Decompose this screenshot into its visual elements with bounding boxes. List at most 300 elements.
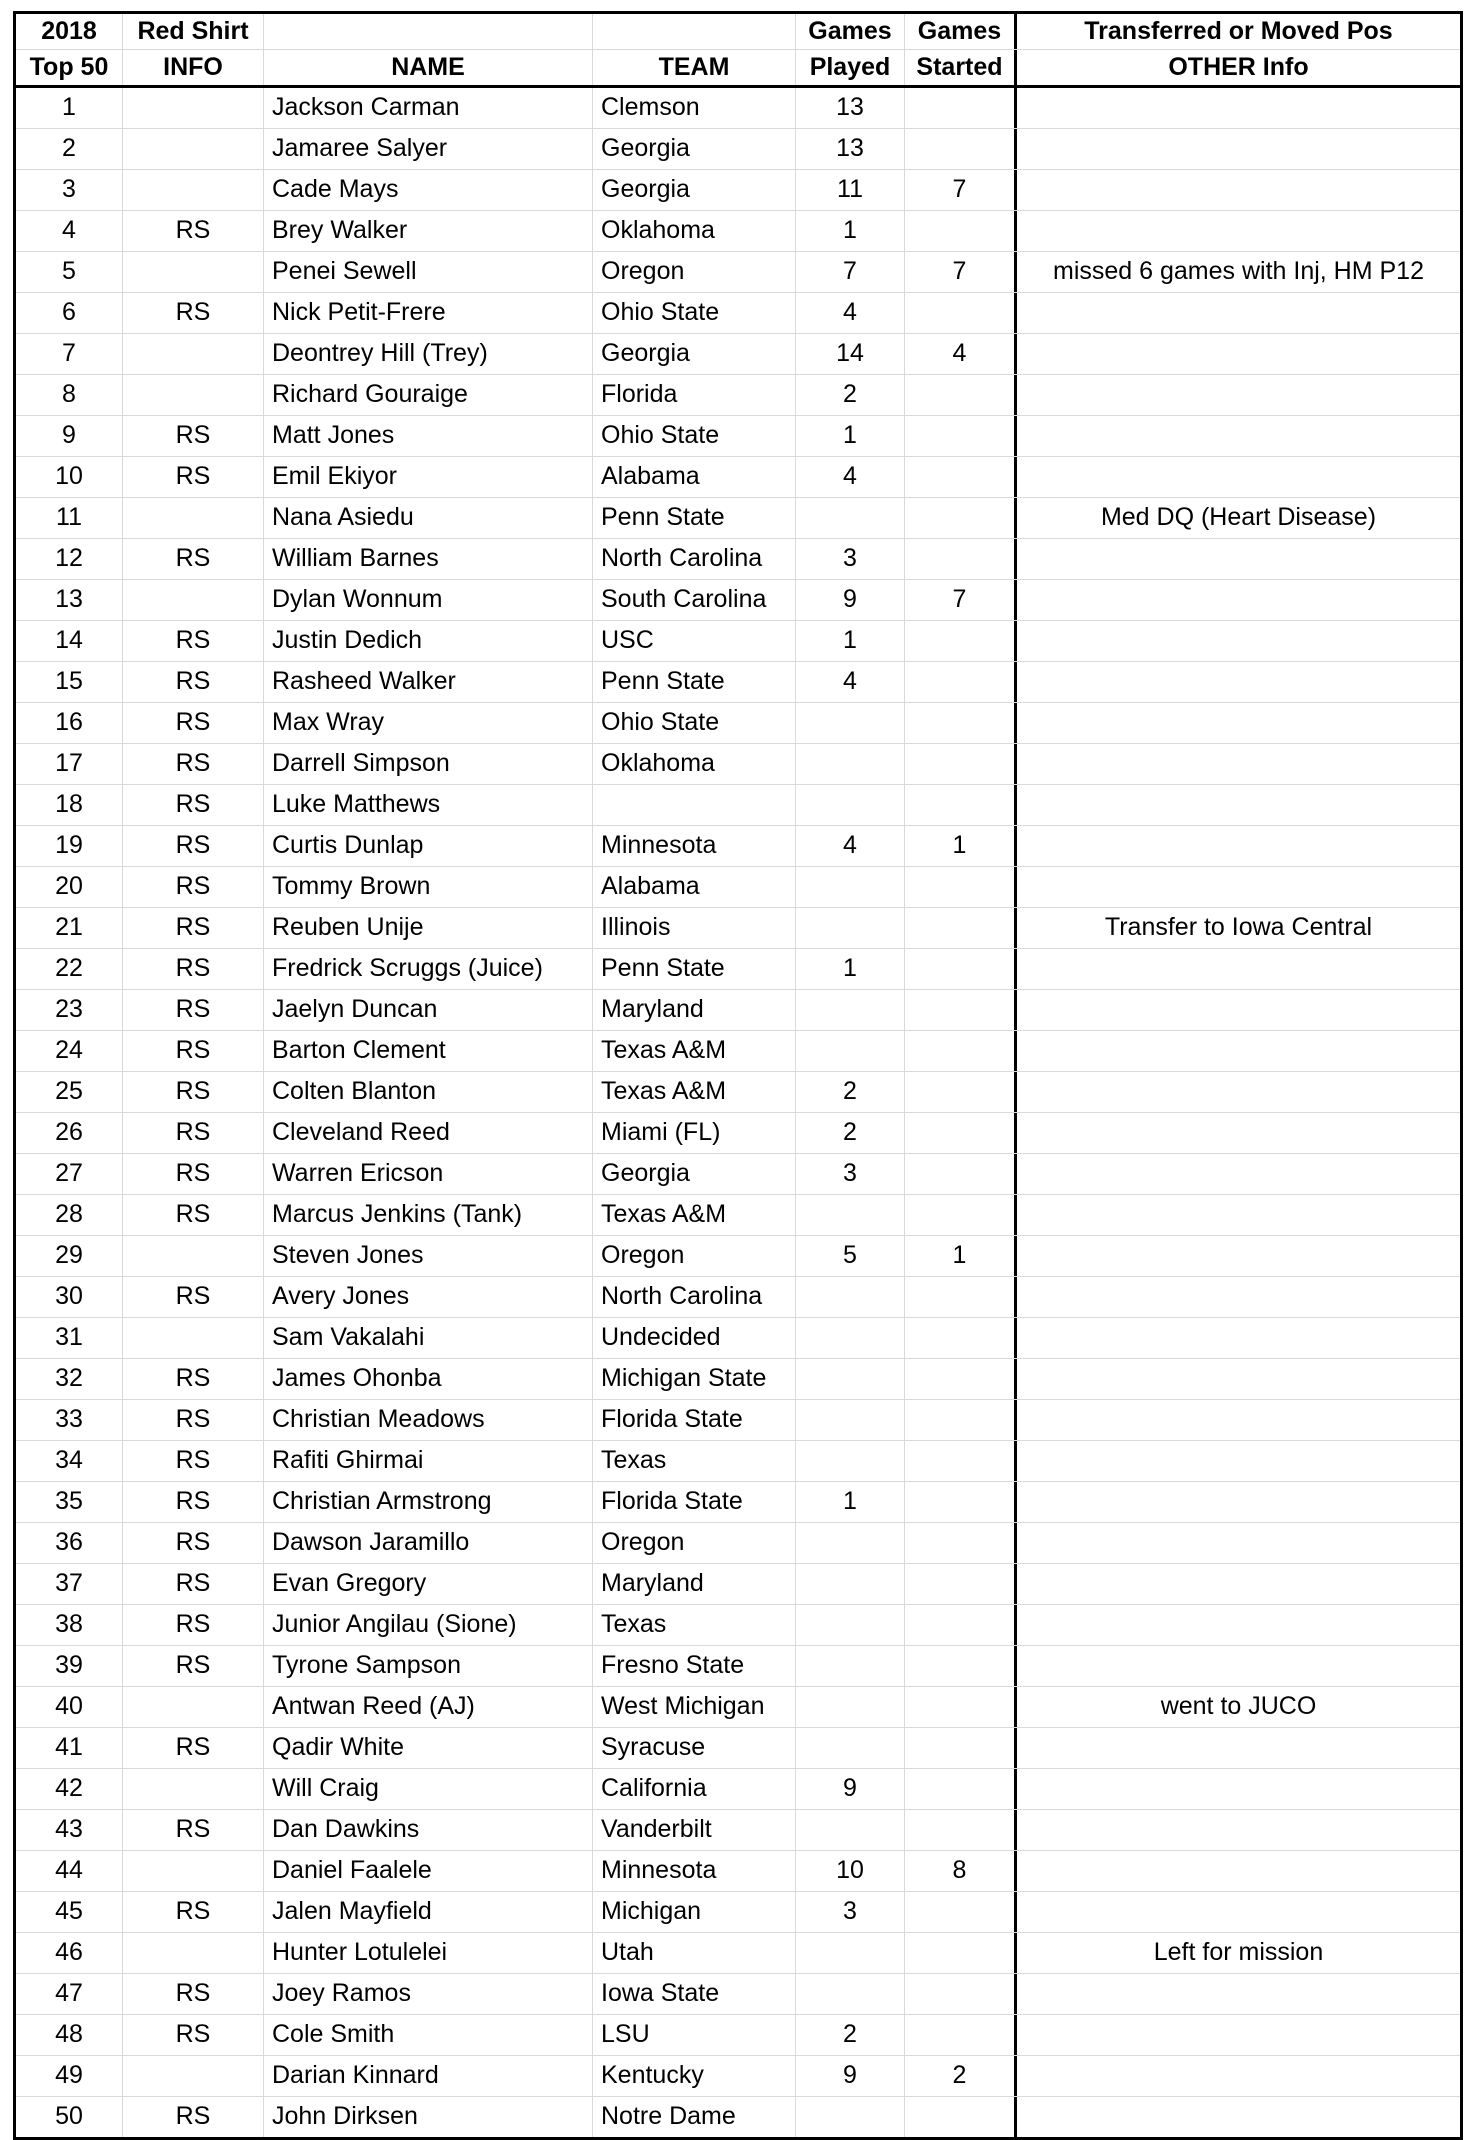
- rank-cell: 25: [16, 1072, 123, 1112]
- team-cell: Oregon: [593, 252, 796, 292]
- games-started-cell: [905, 1400, 1017, 1440]
- table-row: [16, 1195, 1460, 1236]
- table-row: [16, 1236, 1460, 1277]
- games-played-cell: 5: [796, 1236, 905, 1276]
- redshirt-cell: RS: [123, 1892, 264, 1932]
- other-info-cell: [1017, 1154, 1460, 1194]
- games-played-cell: [796, 867, 905, 907]
- team-cell: Fresno State: [593, 1646, 796, 1686]
- games-started-cell: 7: [905, 252, 1017, 292]
- name-cell: Antwan Reed (AJ): [264, 1687, 593, 1727]
- other-info-cell: Med DQ (Heart Disease): [1100, 503, 1377, 531]
- table-row: [16, 1400, 1460, 1441]
- name-header: NAME: [264, 50, 593, 85]
- redshirt-cell: [123, 375, 264, 415]
- rank-cell: 34: [16, 1441, 123, 1481]
- other-info-cell: [1017, 1646, 1460, 1686]
- team-cell: Texas A&M: [593, 1072, 796, 1112]
- team-cell: Florida State: [593, 1482, 796, 1522]
- table-row: [16, 1031, 1460, 1072]
- other-info-cell: [1017, 785, 1460, 825]
- table-row: [16, 826, 1460, 867]
- other-info-cell: [1017, 1851, 1460, 1891]
- games-played-cell: 1: [796, 416, 905, 456]
- table-row: [16, 1564, 1460, 1605]
- other-info-cell: [1017, 1810, 1460, 1850]
- rank-cell: 31: [16, 1318, 123, 1358]
- redshirt-cell: [123, 498, 264, 538]
- table-row: [16, 580, 1460, 621]
- other-info-cell: missed 6 games with Inj, HM P12: [1053, 257, 1424, 285]
- name-cell: Qadir White: [264, 1728, 593, 1768]
- header-row-top: [16, 14, 1460, 50]
- games-started-cell: [905, 2015, 1017, 2055]
- games-played-cell: [796, 1933, 905, 1973]
- redshirt-cell: [123, 1851, 264, 1891]
- rank-cell: 7: [16, 334, 123, 374]
- name-cell: Rasheed Walker: [264, 662, 593, 702]
- games-played-cell: 2: [796, 1113, 905, 1153]
- team-cell: Syracuse: [593, 1728, 796, 1768]
- other-info-cell: [1017, 1400, 1460, 1440]
- team-cell: Michigan: [593, 1892, 796, 1932]
- name-cell: Deontrey Hill (Trey): [264, 334, 593, 374]
- games-played-cell: [796, 1195, 905, 1235]
- other-info-cell: [1017, 867, 1460, 907]
- table-row: [16, 1277, 1460, 1318]
- games-started-cell: [905, 1687, 1017, 1727]
- redshirt-cell: RS: [123, 621, 264, 661]
- team-cell: Alabama: [593, 867, 796, 907]
- rank-cell: 21: [16, 908, 123, 948]
- team-cell: Iowa State: [593, 1974, 796, 2014]
- rank-cell: 26: [16, 1113, 123, 1153]
- games-played-cell: [796, 744, 905, 784]
- rank-cell: 2: [16, 129, 123, 169]
- team-cell: Georgia: [593, 170, 796, 210]
- redshirt-cell: [123, 1236, 264, 1276]
- team-cell: LSU: [593, 2015, 796, 2055]
- redshirt-cell: RS: [123, 662, 264, 702]
- table-row: [16, 1113, 1460, 1154]
- other-info-cell: [1017, 1441, 1460, 1481]
- other-info-cell: [1017, 990, 1460, 1030]
- redshirt-cell: RS: [123, 1810, 264, 1850]
- games-started-cell: [905, 1482, 1017, 1522]
- table-row: [16, 539, 1460, 580]
- name-cell: Junior Angilau (Sione): [264, 1605, 593, 1645]
- games-played-cell: [796, 1810, 905, 1850]
- name-cell: Rafiti Ghirmai: [264, 1441, 593, 1481]
- games-started-cell: 7: [905, 170, 1017, 210]
- redshirt-cell: [123, 129, 264, 169]
- other-info-cell: Transfer to Iowa Central: [1104, 913, 1373, 941]
- redshirt-cell: [123, 1933, 264, 1973]
- redshirt-cell: [123, 252, 264, 292]
- name-cell: Emil Ekiyor: [264, 457, 593, 497]
- rank-cell: 50: [16, 2097, 123, 2137]
- name-cell: Penei Sewell: [264, 252, 593, 292]
- team-cell: Georgia: [593, 129, 796, 169]
- name-header-top: [264, 14, 593, 49]
- games-played-cell: [796, 1564, 905, 1604]
- other-info-cell: [1017, 826, 1460, 866]
- name-cell: Jamaree Salyer: [264, 129, 593, 169]
- games-played-cell: 2: [796, 1072, 905, 1112]
- table-body: [16, 88, 1460, 2137]
- name-cell: Christian Armstrong: [264, 1482, 593, 1522]
- games-played-cell: [796, 703, 905, 743]
- games-played-cell: [796, 1318, 905, 1358]
- name-cell: Cole Smith: [264, 2015, 593, 2055]
- rank-cell: 45: [16, 1892, 123, 1932]
- games-started-cell: [905, 375, 1017, 415]
- team-cell: USC: [593, 621, 796, 661]
- team-cell: Georgia: [593, 334, 796, 374]
- redshirt-cell: RS: [123, 293, 264, 333]
- redshirt-cell: RS: [123, 949, 264, 989]
- rank-cell: 19: [16, 826, 123, 866]
- games-started-cell: [905, 1031, 1017, 1071]
- other-info-cell: [1017, 457, 1460, 497]
- team-cell: Oklahoma: [593, 211, 796, 251]
- games-started-cell: [905, 1441, 1017, 1481]
- games-started-cell: [905, 1605, 1017, 1645]
- games-played-cell: [796, 1646, 905, 1686]
- team-cell: Oregon: [593, 1236, 796, 1276]
- team-cell: Vanderbilt: [593, 1810, 796, 1850]
- redshirt-cell: RS: [123, 1359, 264, 1399]
- rank-cell: 4: [16, 211, 123, 251]
- name-cell: Dylan Wonnum: [264, 580, 593, 620]
- table-row: [16, 1892, 1460, 1933]
- games-played-cell: 4: [796, 826, 905, 866]
- games-started-cell: [905, 539, 1017, 579]
- team-cell: Georgia: [593, 1154, 796, 1194]
- games-played-cell: [796, 785, 905, 825]
- games-started-cell: [905, 88, 1017, 128]
- rank-cell: 13: [16, 580, 123, 620]
- redshirt-cell: [123, 88, 264, 128]
- other-info-cell: [1017, 293, 1460, 333]
- rank-cell: 42: [16, 1769, 123, 1809]
- redshirt-cell: [123, 2056, 264, 2096]
- name-cell: Barton Clement: [264, 1031, 593, 1071]
- games-played-cell: 9: [796, 1769, 905, 1809]
- rank-cell: 8: [16, 375, 123, 415]
- name-cell: Cade Mays: [264, 170, 593, 210]
- other-info-cell: [1017, 2056, 1460, 2096]
- table-row: [16, 1810, 1460, 1851]
- games-started-cell: [905, 1728, 1017, 1768]
- rank-cell: 30: [16, 1277, 123, 1317]
- rank-cell: 18: [16, 785, 123, 825]
- games-started-cell: 1: [905, 1236, 1017, 1276]
- games-played-cell: [796, 1687, 905, 1727]
- table-row: [16, 375, 1460, 416]
- games-played-cell: 10: [796, 1851, 905, 1891]
- redshirt-cell: RS: [123, 2097, 264, 2137]
- rank-cell: 37: [16, 1564, 123, 1604]
- redshirt-cell: RS: [123, 2015, 264, 2055]
- games-started-cell: [905, 949, 1017, 989]
- games-started-cell: [905, 1523, 1017, 1563]
- redshirt-cell: RS: [123, 1113, 264, 1153]
- games-played-cell: 2: [796, 2015, 905, 2055]
- games-played-cell: 1: [796, 1482, 905, 1522]
- redshirt-cell: RS: [123, 826, 264, 866]
- rank-header-top: 2018: [16, 14, 123, 49]
- rank-cell: 40: [16, 1687, 123, 1727]
- games-played-header-top: Games: [796, 14, 905, 49]
- name-cell: Will Craig: [264, 1769, 593, 1809]
- games-started-cell: [905, 1359, 1017, 1399]
- rank-cell: 14: [16, 621, 123, 661]
- team-cell: Penn State: [593, 949, 796, 989]
- rank-cell: 33: [16, 1400, 123, 1440]
- other-info-cell: [1017, 1277, 1460, 1317]
- redshirt-cell: RS: [123, 211, 264, 251]
- other-header: OTHER Info: [1168, 53, 1309, 81]
- other-info-cell: [1017, 211, 1460, 251]
- redshirt-header: INFO: [123, 50, 264, 85]
- name-cell: Jalen Mayfield: [264, 1892, 593, 1932]
- name-cell: Justin Dedich: [264, 621, 593, 661]
- name-cell: Warren Ericson: [264, 1154, 593, 1194]
- games-started-cell: 1: [905, 826, 1017, 866]
- table-row: [16, 2015, 1460, 2056]
- games-played-cell: 3: [796, 1892, 905, 1932]
- name-cell: Jackson Carman: [264, 88, 593, 128]
- other-info-cell: [1017, 1113, 1460, 1153]
- games-played-cell: 4: [796, 662, 905, 702]
- rank-cell: 12: [16, 539, 123, 579]
- rank-cell: 1: [16, 88, 123, 128]
- games-played-cell: [796, 990, 905, 1030]
- table-row: [16, 2056, 1460, 2097]
- games-started-cell: 7: [905, 580, 1017, 620]
- name-cell: Tommy Brown: [264, 867, 593, 907]
- team-cell: Utah: [593, 1933, 796, 1973]
- rank-cell: 32: [16, 1359, 123, 1399]
- team-cell: Texas: [593, 1441, 796, 1481]
- redshirt-header-top: Red Shirt: [123, 14, 264, 49]
- table-row: [16, 1482, 1460, 1523]
- redshirt-cell: RS: [123, 1277, 264, 1317]
- games-started-cell: 4: [905, 334, 1017, 374]
- other-info-cell: [1017, 703, 1460, 743]
- name-cell: Nana Asiedu: [264, 498, 593, 538]
- table-row: [16, 703, 1460, 744]
- other-info-cell: [1017, 662, 1460, 702]
- name-cell: Tyrone Sampson: [264, 1646, 593, 1686]
- team-header-top: [593, 14, 796, 49]
- games-played-cell: [796, 1031, 905, 1071]
- games-started-cell: [905, 211, 1017, 251]
- rank-cell: 10: [16, 457, 123, 497]
- redshirt-cell: RS: [123, 416, 264, 456]
- team-cell: Oregon: [593, 1523, 796, 1563]
- games-started-cell: [905, 703, 1017, 743]
- rank-cell: 27: [16, 1154, 123, 1194]
- games-played-cell: [796, 908, 905, 948]
- name-cell: Jaelyn Duncan: [264, 990, 593, 1030]
- table-row: [16, 1974, 1460, 2015]
- name-cell: Sam Vakalahi: [264, 1318, 593, 1358]
- redshirt-cell: RS: [123, 539, 264, 579]
- games-started-cell: [905, 1277, 1017, 1317]
- games-played-cell: [796, 2097, 905, 2137]
- table-row: [16, 1359, 1460, 1400]
- redshirt-cell: [123, 170, 264, 210]
- games-started-cell: [905, 744, 1017, 784]
- team-cell: Texas A&M: [593, 1195, 796, 1235]
- games-started-cell: [905, 1892, 1017, 1932]
- games-started-cell: [905, 1646, 1017, 1686]
- games-played-cell: 1: [796, 211, 905, 251]
- games-played-cell: 9: [796, 580, 905, 620]
- redshirt-cell: [123, 1769, 264, 1809]
- name-cell: Avery Jones: [264, 1277, 593, 1317]
- games-started-cell: 2: [905, 2056, 1017, 2096]
- name-cell: Darian Kinnard: [264, 2056, 593, 2096]
- name-cell: William Barnes: [264, 539, 593, 579]
- other-info-cell: Left for mission: [1153, 1938, 1324, 1966]
- games-started-header: Started: [905, 50, 1017, 85]
- games-played-cell: [796, 1277, 905, 1317]
- table-row: [16, 785, 1460, 826]
- rank-cell: 9: [16, 416, 123, 456]
- rank-cell: 23: [16, 990, 123, 1030]
- table-row: [16, 1769, 1460, 1810]
- team-cell: Clemson: [593, 88, 796, 128]
- rank-cell: 20: [16, 867, 123, 907]
- rank-cell: 41: [16, 1728, 123, 1768]
- team-cell: Texas: [593, 1605, 796, 1645]
- rank-cell: 3: [16, 170, 123, 210]
- games-played-cell: 13: [796, 88, 905, 128]
- games-played-cell: 1: [796, 621, 905, 661]
- name-cell: Max Wray: [264, 703, 593, 743]
- table-row: [16, 662, 1460, 703]
- redshirt-cell: RS: [123, 990, 264, 1030]
- team-cell: Ohio State: [593, 293, 796, 333]
- other-info-cell: [1017, 334, 1460, 374]
- table-row: [16, 908, 1460, 949]
- other-info-cell: [1017, 1892, 1460, 1932]
- name-cell: Nick Petit-Frere: [264, 293, 593, 333]
- team-cell: Minnesota: [593, 826, 796, 866]
- team-cell: Illinois: [593, 908, 796, 948]
- games-played-cell: [796, 1441, 905, 1481]
- table-row: [16, 1154, 1460, 1195]
- rank-cell: 43: [16, 1810, 123, 1850]
- name-cell: Steven Jones: [264, 1236, 593, 1276]
- other-info-cell: went to JUCO: [1160, 1692, 1317, 1720]
- name-cell: Daniel Faalele: [264, 1851, 593, 1891]
- table-row: [16, 949, 1460, 990]
- games-played-cell: 4: [796, 293, 905, 333]
- table-row: [16, 621, 1460, 662]
- games-started-cell: [905, 908, 1017, 948]
- games-started-cell: [905, 1072, 1017, 1112]
- team-cell: Alabama: [593, 457, 796, 497]
- table-row: [16, 293, 1460, 334]
- name-cell: Christian Meadows: [264, 1400, 593, 1440]
- games-played-cell: 2: [796, 375, 905, 415]
- games-started-cell: [905, 1154, 1017, 1194]
- redshirt-cell: [123, 1318, 264, 1358]
- team-header: TEAM: [593, 50, 796, 85]
- name-cell: Dan Dawkins: [264, 1810, 593, 1850]
- games-played-cell: 3: [796, 1154, 905, 1194]
- team-cell: West Michigan: [593, 1687, 796, 1727]
- rank-cell: 36: [16, 1523, 123, 1563]
- other-info-cell: [1017, 170, 1460, 210]
- team-cell: South Carolina: [593, 580, 796, 620]
- games-played-cell: [796, 498, 905, 538]
- redshirt-cell: RS: [123, 1974, 264, 2014]
- team-cell: Undecided: [593, 1318, 796, 1358]
- rank-cell: 11: [16, 498, 123, 538]
- games-started-cell: [905, 785, 1017, 825]
- redshirt-cell: RS: [123, 1523, 264, 1563]
- team-cell: Penn State: [593, 498, 796, 538]
- table-row: [16, 498, 1460, 539]
- other-info-cell: [1017, 88, 1460, 128]
- name-cell: Evan Gregory: [264, 1564, 593, 1604]
- other-info-cell: [1017, 1195, 1460, 1235]
- other-info-cell: [1017, 375, 1460, 415]
- rank-cell: 22: [16, 949, 123, 989]
- other-info-cell: [1017, 1482, 1460, 1522]
- name-cell: Joey Ramos: [264, 1974, 593, 2014]
- table-row: [16, 744, 1460, 785]
- team-cell: Ohio State: [593, 416, 796, 456]
- rank-cell: 29: [16, 1236, 123, 1276]
- other-info-cell: [1017, 1974, 1460, 2014]
- team-cell: Florida: [593, 375, 796, 415]
- redshirt-cell: RS: [123, 1646, 264, 1686]
- games-started-cell: [905, 1113, 1017, 1153]
- rank-cell: 35: [16, 1482, 123, 1522]
- team-cell: Florida State: [593, 1400, 796, 1440]
- recruits-table: [13, 11, 1463, 2140]
- games-started-cell: [905, 457, 1017, 497]
- name-cell: John Dirksen: [264, 2097, 593, 2137]
- name-cell: Richard Gouraige: [264, 375, 593, 415]
- other-info-cell: [1017, 1236, 1460, 1276]
- name-cell: Hunter Lotulelei: [264, 1933, 593, 1973]
- name-cell: Cleveland Reed: [264, 1113, 593, 1153]
- games-played-cell: [796, 1728, 905, 1768]
- name-cell: Colten Blanton: [264, 1072, 593, 1112]
- other-info-cell: [1017, 1769, 1460, 1809]
- name-cell: Darrell Simpson: [264, 744, 593, 784]
- games-played-cell: [796, 1359, 905, 1399]
- redshirt-cell: RS: [123, 908, 264, 948]
- table-row: [16, 252, 1460, 293]
- redshirt-cell: [123, 1687, 264, 1727]
- games-played-cell: [796, 1974, 905, 2014]
- name-cell: Curtis Dunlap: [264, 826, 593, 866]
- table-row: [16, 1605, 1460, 1646]
- table-row: [16, 2097, 1460, 2137]
- redshirt-cell: [123, 334, 264, 374]
- games-played-cell: 7: [796, 252, 905, 292]
- team-cell: Ohio State: [593, 703, 796, 743]
- games-played-cell: 4: [796, 457, 905, 497]
